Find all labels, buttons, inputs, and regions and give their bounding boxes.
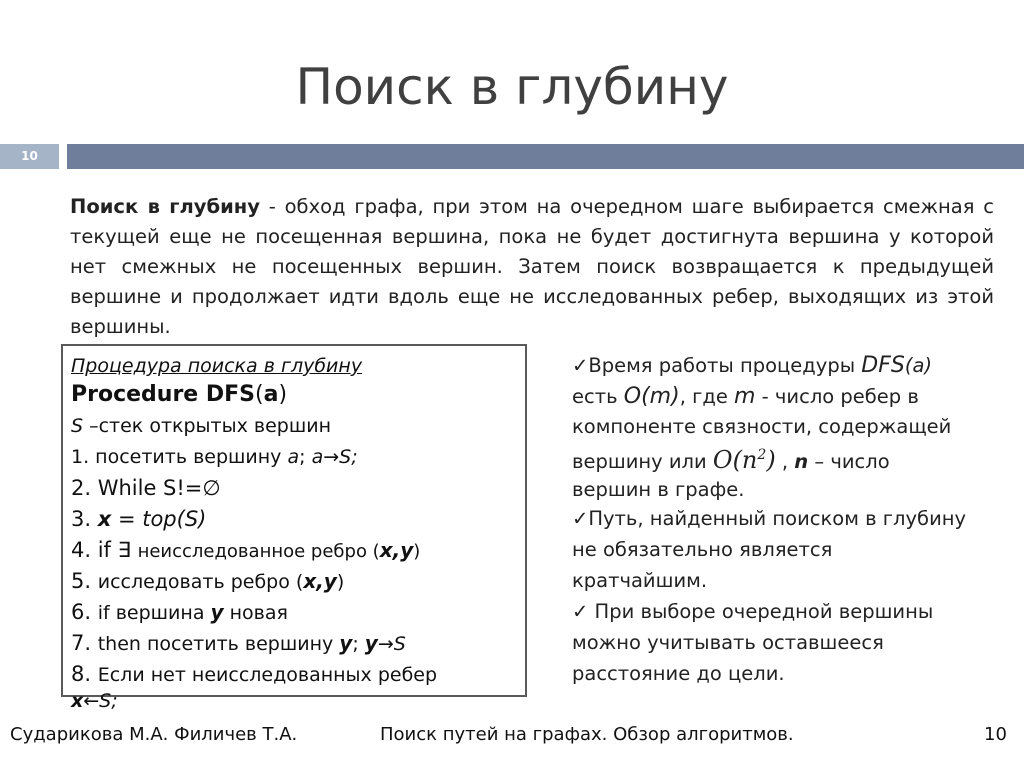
slide-title: Поиск в глубину bbox=[295, 58, 729, 116]
note-1: ✓Время работы процедуры DFS(a) bbox=[572, 353, 933, 378]
procedure-line-10: 8. Если нет неисследованных ребер bbox=[71, 662, 438, 686]
note-5: вершин в графе. bbox=[572, 478, 745, 501]
note-8: кратчайшим. bbox=[572, 569, 708, 592]
note-11: расстояние до цели. bbox=[572, 662, 785, 685]
definition-paragraph bbox=[70, 192, 994, 342]
note-4: вершину или $O(n^2)$ , n – число bbox=[572, 446, 890, 474]
note-3: компоненте связности, содержащей bbox=[572, 415, 952, 438]
footer-course-title: Поиск путей на графах. Обзор алгоритмов. bbox=[380, 724, 794, 745]
title-divider-bar bbox=[67, 144, 1024, 169]
note-9: ✓ При выборе очередной вершины bbox=[572, 600, 934, 623]
procedure-line-7: 5. исследовать ребро (x,y) bbox=[71, 569, 345, 593]
complexity-formula: $O(n^2)$ bbox=[712, 446, 776, 474]
procedure-line-8: 6. if вершина y новая bbox=[71, 600, 288, 624]
procedure-line-4: 2. While S!=∅ bbox=[71, 476, 221, 500]
procedure-line-2: S –стек открытых вершин bbox=[71, 415, 332, 437]
slide-number-label: 10 bbox=[21, 149, 38, 163]
note-10: можно учитывать оставшееся bbox=[572, 631, 884, 654]
definition-term: Поиск в глубину bbox=[70, 195, 260, 218]
footer-page-number: 10 bbox=[984, 724, 1007, 745]
note-2: есть O(m), где m - число ребер в bbox=[572, 384, 919, 409]
definition-text: - обход графа, при этом на очередном шаге выбирается смежная с текущей еще не посещенная вершина, пока не будет достигнута вершина у которой нет смежных не посещенных вершин. Затем поиск возвращается к предыдущей вершине и продолжает идти вдоль еще не исследованных ребер, выходящих из этой вершины. bbox=[70, 195, 994, 338]
procedure-line-3: 1. посетить вершину a; a→S; bbox=[71, 446, 358, 468]
note-6: ✓Путь, найденный поиском в глубину bbox=[572, 507, 967, 530]
procedure-heading: Процедура поиска в глубину bbox=[71, 355, 363, 377]
procedure-line-9: 7. then посетить вершину y; y→S bbox=[71, 631, 406, 655]
note-7: не обязательно является bbox=[572, 538, 833, 561]
procedure-line-1: Procedure DFS(a) bbox=[71, 382, 288, 407]
footer-authors: Сударикова М.А. Филичев Т.А. bbox=[10, 724, 298, 745]
procedure-line-6: 4. if ∃ неисследованное ребро (x,y) bbox=[71, 538, 421, 562]
procedure-line-5: 3. x = top(S) bbox=[71, 507, 207, 531]
procedure-line-11: x←S; bbox=[71, 690, 118, 712]
